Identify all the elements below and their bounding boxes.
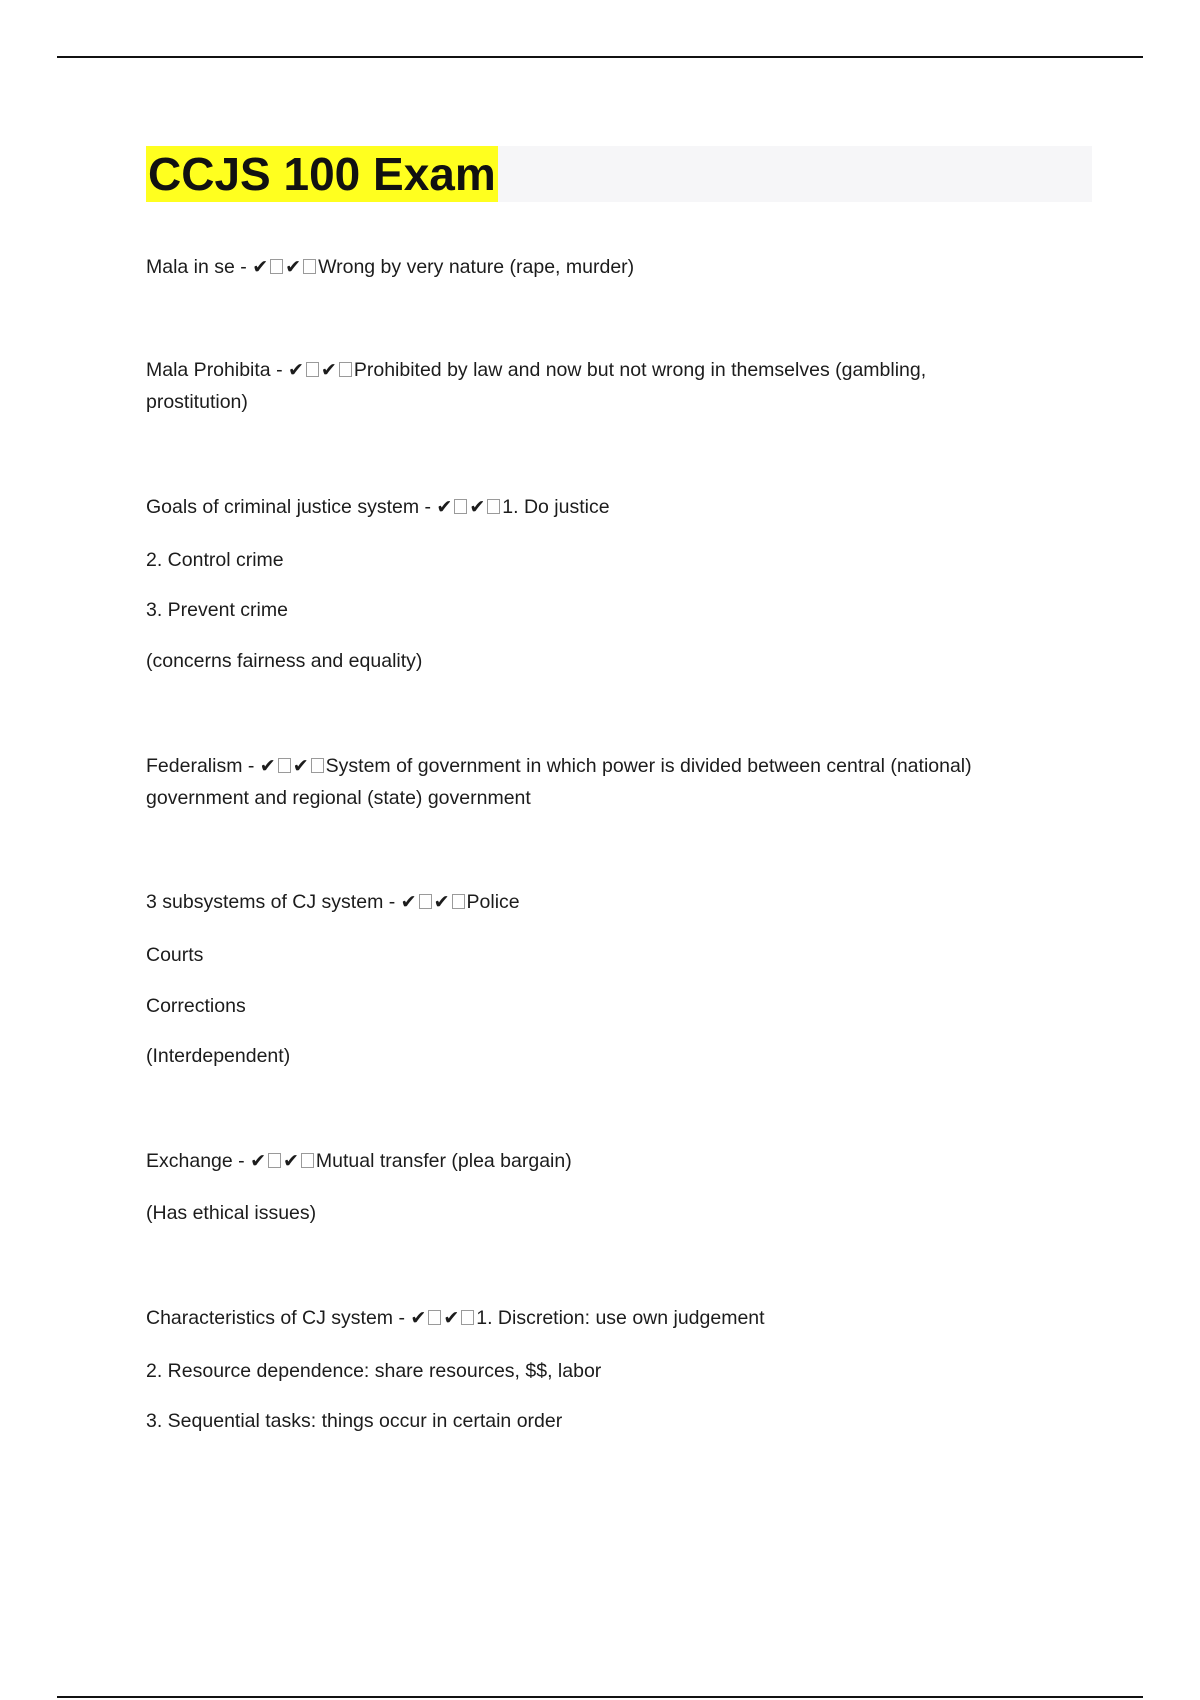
check-icon: ✔ bbox=[443, 1307, 460, 1329]
entry-continuation: 2. Control crime bbox=[146, 549, 284, 571]
check-icon: ✔ bbox=[288, 359, 304, 381]
entry-continuation: 3. Prevent crime bbox=[146, 599, 288, 621]
entry-definition: Prohibited by law and now but not wrong in themselves (gambling, bbox=[353, 359, 927, 381]
entry-goals bbox=[146, 491, 610, 523]
entry-continuation: (concerns fairness and equality) bbox=[146, 650, 423, 672]
entry-term: Mala in se bbox=[146, 256, 235, 278]
entry-term: Mala Prohibita bbox=[146, 359, 271, 381]
entry-continuation: (Interdependent) bbox=[146, 1045, 291, 1067]
entry-continuation: 2. Resource dependence: share resources, $$, labor bbox=[146, 1360, 602, 1382]
entry-continuation: Corrections bbox=[146, 995, 246, 1017]
box-icon bbox=[454, 499, 467, 514]
box-icon bbox=[301, 1153, 314, 1168]
entry-exchange bbox=[146, 1145, 572, 1177]
bottom-rule bbox=[57, 1696, 1143, 1698]
check-icon: ✔ bbox=[250, 1150, 266, 1172]
check-icon: ✔ bbox=[252, 256, 269, 278]
entry-continuation: (Has ethical issues) bbox=[146, 1202, 317, 1224]
entry-term: 3 subsystems of CJ system bbox=[146, 891, 384, 913]
box-icon bbox=[461, 1310, 474, 1325]
box-icon bbox=[487, 499, 500, 514]
check-icon: ✔ bbox=[469, 496, 486, 518]
check-icon: ✔ bbox=[283, 1150, 299, 1172]
check-icon: ✔ bbox=[285, 256, 302, 278]
check-icon: ✔ bbox=[436, 496, 453, 518]
box-icon bbox=[306, 362, 319, 377]
entry-separator: - bbox=[234, 256, 253, 278]
check-icon: ✔ bbox=[320, 359, 337, 381]
entry-mala-prohibita bbox=[146, 354, 926, 386]
box-icon bbox=[339, 362, 352, 377]
check-icon: ✔ bbox=[259, 755, 276, 777]
entry-subsystems bbox=[146, 886, 520, 918]
entry-continuation: Courts bbox=[146, 944, 204, 966]
top-rule bbox=[57, 56, 1143, 58]
entry-separator: - bbox=[383, 891, 401, 913]
document-title: CCJS 100 Exam bbox=[148, 148, 496, 200]
box-icon bbox=[268, 1153, 281, 1168]
check-icon: ✔ bbox=[410, 1307, 427, 1329]
entry-definition: Wrong by very nature (rape, murder) bbox=[318, 256, 635, 278]
box-icon bbox=[303, 259, 316, 274]
entry-continuation: prostitution) bbox=[146, 391, 248, 413]
entry-separator: - bbox=[242, 755, 260, 777]
entry-definition: Police bbox=[466, 891, 520, 913]
entry-definition: 1. Discretion: use own judgement bbox=[476, 1307, 765, 1329]
check-icon: ✔ bbox=[292, 755, 309, 777]
box-icon bbox=[270, 259, 283, 274]
entry-federalism bbox=[146, 750, 972, 782]
entry-term: Goals of criminal justice system bbox=[146, 496, 420, 518]
entry-definition: System of government in which power is divided between central (national) bbox=[325, 755, 972, 777]
box-icon bbox=[452, 894, 465, 909]
entry-definition: Mutual transfer (plea bargain) bbox=[315, 1150, 572, 1172]
entry-continuation: 3. Sequential tasks: things occur in certain order bbox=[146, 1410, 563, 1432]
entry-separator: - bbox=[270, 359, 288, 381]
entry-separator: - bbox=[393, 1307, 411, 1329]
check-icon: ✔ bbox=[433, 891, 450, 913]
entry-continuation: government and regional (state) government bbox=[146, 787, 531, 809]
entry-definition: 1. Do justice bbox=[502, 496, 610, 518]
entry-separator: - bbox=[232, 1150, 251, 1172]
box-icon bbox=[428, 1310, 441, 1325]
box-icon bbox=[278, 758, 291, 773]
entry-characteristics bbox=[146, 1302, 765, 1334]
entry-term: Characteristics of CJ system bbox=[146, 1307, 394, 1329]
check-icon: ✔ bbox=[400, 891, 417, 913]
box-icon bbox=[419, 894, 432, 909]
entry-mala-in-se bbox=[146, 251, 634, 283]
entry-separator: - bbox=[419, 496, 437, 518]
box-icon bbox=[311, 758, 324, 773]
entry-term: Exchange bbox=[146, 1150, 233, 1172]
entry-term: Federalism bbox=[146, 755, 243, 777]
